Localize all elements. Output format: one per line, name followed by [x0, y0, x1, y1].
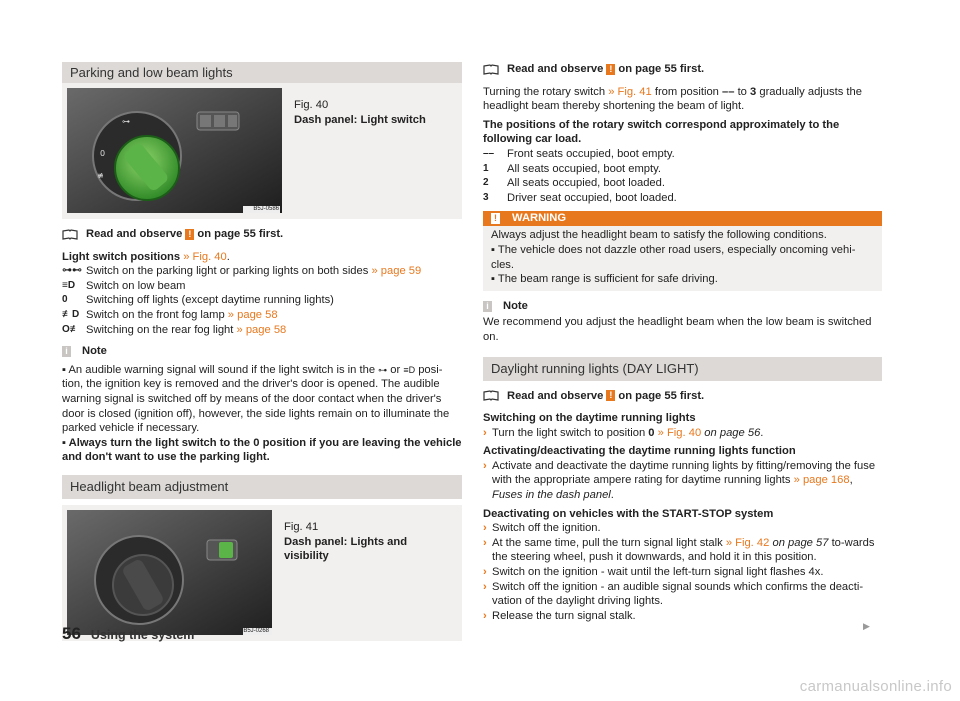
warning-bullet: ▪ The beam range is sufficient for safe driving. [491, 273, 718, 286]
warning-bullet: ▪ The vehicle does not dazzle other road users, especially oncoming vehi-cles. [491, 243, 856, 271]
intro-paragraph: Turning the rotary switch » Fig. 41 from position –– to 3 gradually adjusts the headlight beam thereby shortening the beam of light. [483, 85, 862, 113]
list-item [483, 191, 882, 206]
svg-text:⊶: ⊶ [122, 117, 130, 126]
list-item [483, 176, 882, 191]
read-observe-line [483, 389, 882, 404]
page-link[interactable]: » page 168 [793, 474, 850, 487]
list-item [62, 323, 462, 338]
list-item [483, 162, 882, 177]
list-item [483, 147, 882, 162]
page-link[interactable]: » page 58 [227, 308, 278, 321]
subheading: Switching on the daytime running lights [483, 412, 696, 425]
list-item-text: Switch on the parking light or parking lights on both sides [86, 265, 369, 278]
note-bullet-1: ▪ An audible warning signal will sound if the light switch is in the ⊶ or ≡D posi-tion, the ignition key is removed and the driver's door is opened. The audible warning signal is switched off by means of the door contact when the driver's door is closed (ignition off), however, the side lights remain on to illuminate the parked vehicle if necessary. [62, 363, 450, 435]
chevron-right-icon: › [483, 536, 487, 549]
parking-light-icon: ⊶ [378, 364, 388, 375]
list-item-text: All seats occupied, boot loaded. [507, 177, 665, 190]
switch-positions-list [62, 264, 462, 337]
step-item: › At the same time, pull the turn signal light stalk » Fig. 42 on page 57 to-wards the steering wheel, push it downwards, and hold it in this position. [483, 536, 875, 564]
position-symbol: –– [483, 147, 495, 159]
continue-arrow-icon: ▶ [863, 621, 870, 631]
warning-icon: ! [185, 229, 194, 240]
list-item-text: Switching on the rear fog light [86, 323, 234, 336]
svg-text:≢: ≢ [97, 171, 104, 180]
list-item-text: Switching off lights (except daytime running lights) [86, 294, 334, 307]
info-icon: i [483, 301, 492, 312]
warning-text: Always adjust the headlight beam to satisfy the following conditions. [491, 229, 827, 242]
step-item: › Turn the light switch to position 0 » Fig. 40 on page 56. [483, 426, 764, 439]
section-title-headlight-beam: Headlight beam adjustment [62, 475, 462, 499]
book-icon [483, 390, 499, 401]
beam-positions-list [483, 147, 882, 205]
fig42-link[interactable]: » Fig. 42 [725, 536, 770, 549]
list-item-text: Switch on the front fog lamp [86, 308, 225, 321]
section-title-daylight: Daylight running lights (DAY LIGHT) [483, 357, 882, 381]
figure-number: Fig. 40 [294, 99, 329, 111]
info-icon: i [62, 346, 71, 357]
chevron-right-icon: › [483, 580, 487, 593]
figure-code: B5J-0586 [253, 206, 279, 212]
warning-icon: ! [606, 390, 615, 401]
footer-section: Using the system [90, 628, 195, 642]
read-observe-line [483, 62, 882, 77]
note-text: We recommend you adjust the headlight beam when the low beam is switched on. [483, 316, 872, 343]
position-symbol: 2 [483, 177, 489, 189]
front-fog-icon: ≢D [62, 308, 80, 320]
page-footer [62, 624, 195, 643]
position-3-symbol: 3 [750, 85, 757, 98]
note-title: Note [82, 345, 107, 358]
figure-code: B5J-0268 [243, 627, 269, 634]
switch-positions-label: Light switch positions [62, 250, 181, 263]
list-item-text: Driver seat occupied, boot loaded. [507, 191, 677, 204]
book-icon [483, 64, 499, 75]
list-item [62, 308, 462, 323]
figure-number: Fig. 41 [284, 520, 319, 533]
note-heading [62, 344, 462, 359]
fig40-link[interactable]: » Fig. 40 [183, 250, 227, 263]
page-number: 56 [62, 624, 81, 643]
read-pre: Read and observe [507, 63, 604, 75]
read-pre: Read and observe [86, 228, 183, 240]
section-title-parking-low-beam: Parking and low beam lights [62, 62, 462, 83]
rear-fog-icon: O≢ [62, 323, 80, 335]
position-symbol: 3 [483, 191, 489, 203]
read-post: on page 55 first. [197, 228, 284, 240]
step-item: › Switch on the ignition - wait until the left-turn signal light flashes 4x. [483, 566, 824, 579]
figure-41 [62, 505, 462, 641]
switch-positions-heading: Light switch positions » Fig. 40. [62, 250, 230, 263]
figure-caption [282, 88, 436, 213]
step-item: › Activate and deactivate the daytime running lights by fitting/removing the fuse with the appropriate ampere rating for daytime running lights » page 168, Fuses in the dash panel. [483, 459, 876, 502]
note-title: Note [503, 299, 528, 312]
list-item [62, 264, 462, 279]
watermark: carmanualsonline.info [799, 678, 952, 696]
right-column [483, 62, 882, 623]
list-item [62, 279, 462, 294]
chevron-right-icon: › [483, 609, 487, 622]
note-bullet-2: ▪ Always turn the light switch to the 0 position if you are leaving the vehicle and don't want to use the parking light. [62, 436, 462, 464]
figure-title: Dash panel: Light switch [294, 113, 426, 126]
page-link[interactable]: » page 58 [236, 323, 287, 336]
list-item-text: All seats occupied, boot empty. [507, 162, 662, 175]
book-icon [62, 229, 78, 240]
note-body [62, 363, 462, 465]
read-post: on page 55 first. [618, 63, 705, 75]
step-item: › Switch off the ignition - an audible signal sounds which confirms the deacti-vation of the daylight driving lights. [483, 580, 864, 608]
warning-icon: ! [491, 213, 500, 224]
position-symbol: 1 [483, 162, 489, 174]
read-post: on page 55 first. [618, 389, 705, 402]
step-item: › Release the turn signal stalk. [483, 609, 636, 622]
warning-box [483, 211, 882, 290]
step-item: › Switch off the ignition. [483, 522, 601, 535]
chevron-right-icon: › [483, 426, 487, 439]
fig40-link[interactable]: » Fig. 40 [657, 426, 702, 439]
chevron-right-icon: › [483, 566, 487, 579]
figure-40 [62, 83, 462, 219]
chevron-right-icon: › [483, 522, 487, 535]
page-link[interactable]: » page 59 [371, 265, 422, 278]
subheading: Activating/deactivating the daytime running lights function [483, 445, 796, 458]
lights-visibility-photo [67, 510, 272, 635]
light-switch-photo [67, 88, 282, 213]
list-item-text: Switch on low beam [86, 279, 186, 292]
low-beam-icon: ≡D [62, 279, 76, 291]
positions-heading: The positions of the rotary switch correspond approximately to the following car load. [483, 118, 840, 146]
lights-visibility-illustration [67, 510, 272, 635]
subheading: Deactivating on vehicles with the START-STOP system [483, 507, 774, 520]
position-dash-symbol: –– [722, 85, 735, 98]
warning-header [483, 211, 882, 226]
list-item-text: Front seats occupied, boot empty. [507, 147, 675, 160]
read-observe-line [62, 227, 462, 242]
figure-title: Dash panel: Lights and visibility [284, 535, 408, 563]
svg-text:0: 0 [100, 149, 106, 158]
warning-icon: ! [606, 64, 615, 75]
list-item [62, 293, 462, 308]
light-switch-illustration [67, 88, 282, 213]
left-column [62, 62, 462, 641]
low-beam-icon: ≡D [403, 364, 416, 375]
read-pre: Read and observe [507, 389, 604, 402]
warning-title: WARNING [512, 212, 567, 225]
parking-light-icon: ⊶⊷ [62, 265, 82, 277]
fig41-link[interactable]: » Fig. 41 [608, 85, 652, 98]
figure-caption [272, 510, 457, 635]
note-heading [483, 299, 882, 314]
off-position-symbol: 0 [62, 294, 68, 306]
chevron-right-icon: › [483, 459, 487, 472]
